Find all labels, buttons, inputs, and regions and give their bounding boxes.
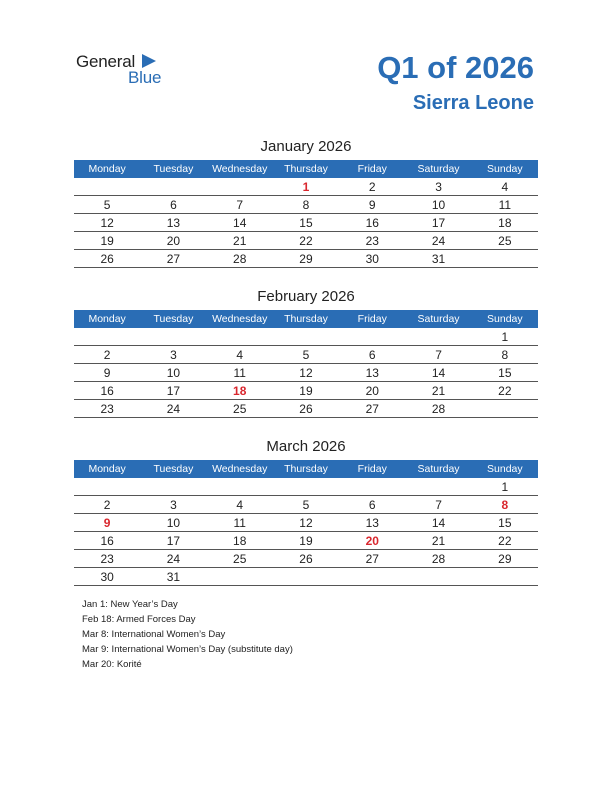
weekday-header: Thursday <box>273 310 339 328</box>
day-cell: 11 <box>472 196 538 214</box>
day-cell: 7 <box>405 346 471 364</box>
empty-day-cell <box>74 478 140 496</box>
holiday-day-cell: 1 <box>273 178 339 196</box>
day-cell: 2 <box>74 346 140 364</box>
empty-day-cell <box>207 328 273 346</box>
weekday-header: Tuesday <box>140 160 206 178</box>
day-cell: 13 <box>339 364 405 382</box>
day-cell: 6 <box>140 196 206 214</box>
day-cell: 15 <box>472 364 538 382</box>
month-january <box>74 136 538 268</box>
day-cell: 9 <box>339 196 405 214</box>
empty-day-cell <box>472 250 538 268</box>
day-cell: 25 <box>207 400 273 418</box>
empty-day-cell <box>140 328 206 346</box>
week-row <box>74 496 538 514</box>
day-cell: 8 <box>472 346 538 364</box>
day-cell: 15 <box>273 214 339 232</box>
weekday-header: Tuesday <box>140 310 206 328</box>
day-cell: 20 <box>140 232 206 250</box>
day-cell: 25 <box>207 550 273 568</box>
day-cell: 14 <box>405 364 471 382</box>
day-cell: 31 <box>140 568 206 586</box>
holiday-day-cell: 8 <box>472 496 538 514</box>
week-row <box>74 196 538 214</box>
empty-day-cell <box>273 478 339 496</box>
empty-day-cell <box>273 328 339 346</box>
day-cell: 30 <box>339 250 405 268</box>
empty-day-cell <box>472 400 538 418</box>
empty-day-cell <box>339 568 405 586</box>
day-cell: 12 <box>273 364 339 382</box>
day-cell: 1 <box>472 478 538 496</box>
day-cell: 16 <box>74 382 140 400</box>
day-cell: 3 <box>405 178 471 196</box>
calendar-table <box>74 460 538 586</box>
empty-day-cell <box>207 568 273 586</box>
day-cell: 18 <box>207 532 273 550</box>
empty-day-cell <box>273 568 339 586</box>
weekday-header: Tuesday <box>140 460 206 478</box>
day-cell: 15 <box>472 514 538 532</box>
day-cell: 27 <box>339 550 405 568</box>
page-title: Q1 of 2026 <box>377 50 534 85</box>
empty-day-cell <box>472 568 538 586</box>
week-row <box>74 382 538 400</box>
day-cell: 21 <box>405 382 471 400</box>
day-cell: 23 <box>74 400 140 418</box>
day-cell: 27 <box>339 400 405 418</box>
week-row <box>74 514 538 532</box>
empty-day-cell <box>74 328 140 346</box>
day-cell: 24 <box>405 232 471 250</box>
day-cell: 24 <box>140 400 206 418</box>
empty-day-cell <box>207 478 273 496</box>
holiday-day-cell: 9 <box>74 514 140 532</box>
week-row <box>74 250 538 268</box>
empty-day-cell <box>405 478 471 496</box>
day-cell: 22 <box>472 532 538 550</box>
day-cell: 4 <box>207 496 273 514</box>
day-cell: 14 <box>207 214 273 232</box>
weekday-header-row <box>74 160 538 178</box>
empty-day-cell <box>405 328 471 346</box>
day-cell: 22 <box>472 382 538 400</box>
day-cell: 20 <box>339 382 405 400</box>
day-cell: 17 <box>405 214 471 232</box>
holiday-day-cell: 20 <box>339 532 405 550</box>
empty-day-cell <box>207 178 273 196</box>
month-title: February 2026 <box>257 288 355 305</box>
day-cell: 19 <box>273 532 339 550</box>
calendar-table <box>74 160 538 268</box>
weekday-header: Wednesday <box>207 160 273 178</box>
day-cell: 23 <box>339 232 405 250</box>
weekday-header: Wednesday <box>207 310 273 328</box>
day-cell: 4 <box>207 346 273 364</box>
empty-day-cell <box>140 478 206 496</box>
generalblue-logo <box>76 52 176 92</box>
day-cell: 5 <box>74 196 140 214</box>
day-cell: 3 <box>140 346 206 364</box>
calendar-table <box>74 310 538 418</box>
day-cell: 26 <box>273 550 339 568</box>
week-row <box>74 532 538 550</box>
week-row <box>74 346 538 364</box>
logo-text-blue: Blue <box>128 68 162 87</box>
day-cell: 23 <box>74 550 140 568</box>
day-cell: 9 <box>74 364 140 382</box>
empty-day-cell <box>140 178 206 196</box>
day-cell: 16 <box>339 214 405 232</box>
day-cell: 7 <box>207 196 273 214</box>
day-cell: 2 <box>339 178 405 196</box>
weekday-header: Friday <box>339 310 405 328</box>
day-cell: 14 <box>405 514 471 532</box>
day-cell: 28 <box>207 250 273 268</box>
holiday-note: Feb 18: Armed Forces Day <box>82 614 196 625</box>
logo-flag-icon <box>142 54 156 68</box>
day-cell: 28 <box>405 550 471 568</box>
day-cell: 25 <box>472 232 538 250</box>
day-cell: 29 <box>472 550 538 568</box>
day-cell: 11 <box>207 364 273 382</box>
weekday-header: Wednesday <box>207 460 273 478</box>
day-cell: 11 <box>207 514 273 532</box>
day-cell: 5 <box>273 496 339 514</box>
day-cell: 13 <box>339 514 405 532</box>
weekday-header: Monday <box>74 310 140 328</box>
day-cell: 21 <box>207 232 273 250</box>
week-row <box>74 364 538 382</box>
day-cell: 17 <box>140 382 206 400</box>
holiday-notes <box>82 597 293 672</box>
logo-text-general: General <box>76 52 136 71</box>
day-cell: 24 <box>140 550 206 568</box>
day-cell: 16 <box>74 532 140 550</box>
holiday-note: Jan 1: New Year’s Day <box>82 599 178 610</box>
day-cell: 12 <box>74 214 140 232</box>
weekday-header: Saturday <box>405 160 471 178</box>
day-cell: 8 <box>273 196 339 214</box>
weekday-header: Thursday <box>273 160 339 178</box>
month-february <box>74 286 538 418</box>
week-row <box>74 328 538 346</box>
day-cell: 26 <box>273 400 339 418</box>
day-cell: 19 <box>273 382 339 400</box>
day-cell: 4 <box>472 178 538 196</box>
holiday-day-cell: 18 <box>207 382 273 400</box>
weekday-header: Sunday <box>472 310 538 328</box>
week-row <box>74 478 538 496</box>
day-cell: 10 <box>140 514 206 532</box>
week-row <box>74 568 538 586</box>
weekday-header-row <box>74 310 538 328</box>
day-cell: 12 <box>273 514 339 532</box>
day-cell: 1 <box>472 328 538 346</box>
day-cell: 13 <box>140 214 206 232</box>
weekday-header: Sunday <box>472 160 538 178</box>
day-cell: 17 <box>140 532 206 550</box>
day-cell: 3 <box>140 496 206 514</box>
empty-day-cell <box>339 478 405 496</box>
weekday-header: Saturday <box>405 460 471 478</box>
day-cell: 27 <box>140 250 206 268</box>
day-cell: 2 <box>74 496 140 514</box>
day-cell: 29 <box>273 250 339 268</box>
day-cell: 6 <box>339 346 405 364</box>
day-cell: 30 <box>74 568 140 586</box>
month-title: March 2026 <box>266 438 346 455</box>
weekday-header: Monday <box>74 460 140 478</box>
holiday-note: Mar 8: International Women’s Day <box>82 629 226 640</box>
day-cell: 22 <box>273 232 339 250</box>
day-cell: 26 <box>74 250 140 268</box>
weekday-header: Friday <box>339 160 405 178</box>
week-row <box>74 178 538 196</box>
weekday-header: Sunday <box>472 460 538 478</box>
month-title: January 2026 <box>260 138 352 155</box>
weekday-header: Friday <box>339 460 405 478</box>
week-row <box>74 232 538 250</box>
day-cell: 21 <box>405 532 471 550</box>
weekday-header-row <box>74 460 538 478</box>
day-cell: 10 <box>405 196 471 214</box>
weekday-header: Monday <box>74 160 140 178</box>
day-cell: 6 <box>339 496 405 514</box>
day-cell: 7 <box>405 496 471 514</box>
day-cell: 19 <box>74 232 140 250</box>
empty-day-cell <box>339 328 405 346</box>
weekday-header: Saturday <box>405 310 471 328</box>
empty-day-cell <box>405 568 471 586</box>
day-cell: 18 <box>472 214 538 232</box>
day-cell: 5 <box>273 346 339 364</box>
month-march <box>74 436 538 586</box>
week-row <box>74 214 538 232</box>
day-cell: 10 <box>140 364 206 382</box>
country-subtitle: Sierra Leone <box>412 92 534 114</box>
day-cell: 31 <box>405 250 471 268</box>
day-cell: 28 <box>405 400 471 418</box>
holiday-note: Mar 20: Korité <box>82 659 142 670</box>
week-row <box>74 550 538 568</box>
holiday-note: Mar 9: International Women’s Day (substitute day) <box>82 644 293 655</box>
week-row <box>74 400 538 418</box>
weekday-header: Thursday <box>273 460 339 478</box>
empty-day-cell <box>74 178 140 196</box>
